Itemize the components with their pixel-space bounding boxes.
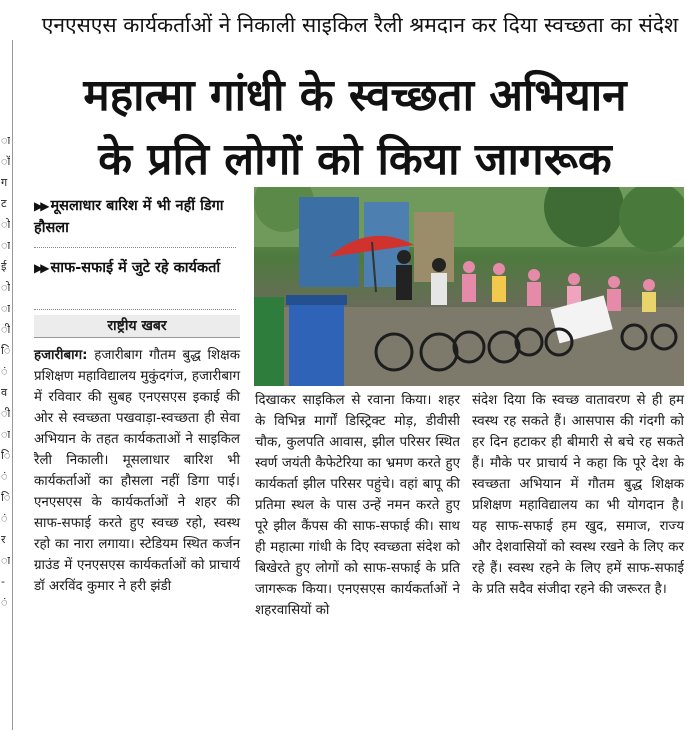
fragment-char: ी xyxy=(1,407,10,420)
fragment-char: ी xyxy=(1,323,10,336)
double-arrow-icon: ▶▶ xyxy=(34,199,47,213)
adjacent-column-fragment xyxy=(0,0,10,731)
dotted-divider xyxy=(34,247,236,248)
fragment-char: ट xyxy=(1,197,7,210)
fragment-char: र xyxy=(1,533,6,546)
fragment-char: ा xyxy=(1,428,10,441)
fragment-char: ि xyxy=(1,449,10,462)
article-column-1 xyxy=(34,345,240,725)
fragment-char: ो xyxy=(1,281,10,294)
headline-line-1: महात्मा गांधी के स्वच्छता अभियान xyxy=(83,70,627,121)
fragment-char: ा xyxy=(1,302,10,315)
fragment-char: ं xyxy=(1,470,8,483)
fragment-char: ग xyxy=(1,176,8,189)
highlight-item xyxy=(34,257,246,307)
fragment-char: ा xyxy=(1,239,10,252)
dateline: हजारीबाग: xyxy=(34,348,88,363)
fragment-char: ो xyxy=(1,218,10,231)
fragment-char: ि xyxy=(1,344,10,357)
fragment-char: ं xyxy=(1,596,8,609)
fragment-char: - xyxy=(1,575,5,588)
news-photo-cycle-rally xyxy=(254,187,684,386)
article-column-2: दिखाकर साइकिल से रवाना किया। शहर के विभिन्न मार्गों डिस्ट्रिक्ट मोड़, डीवीसी चौक, कुलपति आवास, झील परिसर स्थित स्वर्ण जयंती कैफेटेरिया का भ्रमण करते हुए कार्यकर्ता झील परिसर पहुंचे। वहां बापू की प्रतिमा स्थल के पास उन्हें नमन करते हुए पूरे झील कैंपस की साफ-सफाई की। साथ ही महात्मा गांधी के दिए स्वच्छता संदेश को बिखेरते हुए लोगों को साफ-सफाई के प्रति जागरूक किया। एनएसएस कार्यकर्ताओं ने शहरवासियों को xyxy=(255,393,460,618)
byline-credit: राष्ट्रीय खबर xyxy=(34,315,240,338)
highlight-text: मूसलाधार बारिश में भी नहीं डिगा हौसला xyxy=(34,198,224,236)
fragment-char: ॉ xyxy=(1,155,10,168)
highlight-text: साफ-सफाई में जुटे रहे कार्यकर्ता xyxy=(50,260,221,276)
fragment-char: ि xyxy=(1,491,10,504)
fragment-char: व xyxy=(1,386,8,399)
fragment-char: ा xyxy=(1,134,10,147)
column-divider xyxy=(12,40,13,730)
kicker-subheadline: एनएसएस कार्यकर्ताओं ने निकाली साइकिल रैली श्रमदान कर दिया स्वच्छता का संदेश xyxy=(41,13,679,37)
fragment-char: ं xyxy=(1,512,8,525)
fragment-char: ं xyxy=(1,365,8,378)
fragment-char: ा xyxy=(1,554,10,567)
article-text: हजारीबाग गौतम बुद्ध शिक्षक प्रशिक्षण महाविद्यालय मुकुंदगंज, हजारीबाग में रविवार की सुबह एनएसएस इकाई की ओर से स्वच्छता पखवाड़ा-स्वच्छता ही सेवा अभियान के तहत कार्यकताओं ने साइकिल रैली निकाली। मूसलाधार बारिश भी कार्यकर्ताओं का हौसला नहीं डिगा पाई। एनएसएस के कार्यकर्ताओं ने शहर की साफ-सफाई करते हुए स्वच्छ रहो, स्वस्थ रहो का नारा लगाया। स्टेडियम स्थित कर्जन ग्राउंड में एनएसएस कार्यकर्ताओं को प्राचार्य डॉ अरविंद कुमार ने हरी झंडी xyxy=(34,348,240,594)
dotted-divider xyxy=(34,309,236,310)
fragment-char: ई xyxy=(1,260,7,273)
highlight-item xyxy=(34,195,246,245)
double-arrow-icon: ▶▶ xyxy=(34,261,47,275)
photo-illustration xyxy=(254,187,684,386)
article-column-3: संदेश दिया कि स्वच्छ वातावरण से ही हम स्वस्थ रह सकते हैं। आसपास की गंदगी को हर दिन हटाकर ही बीमारी से बचे रह सकते हैं। मौके पर प्राचार्य ने कहा कि पूरे देश के स्वच्छता अभियान में गौतम बुद्ध शिक्षक प्रशिक्षण महाविद्यालय का भी योगदान है। यह साफ-सफाई हम खुद, समाज, राज्य और देशवासियों को स्वस्थ रखने के लिए कर रहे हैं। स्वस्थ रहने के लिए हमें साफ-सफाई के प्रति सदैव संजीदा रहने की जरूरत है। xyxy=(472,393,684,597)
headline-line-2: के प्रति लोगों को किया जागरूक xyxy=(98,134,612,185)
